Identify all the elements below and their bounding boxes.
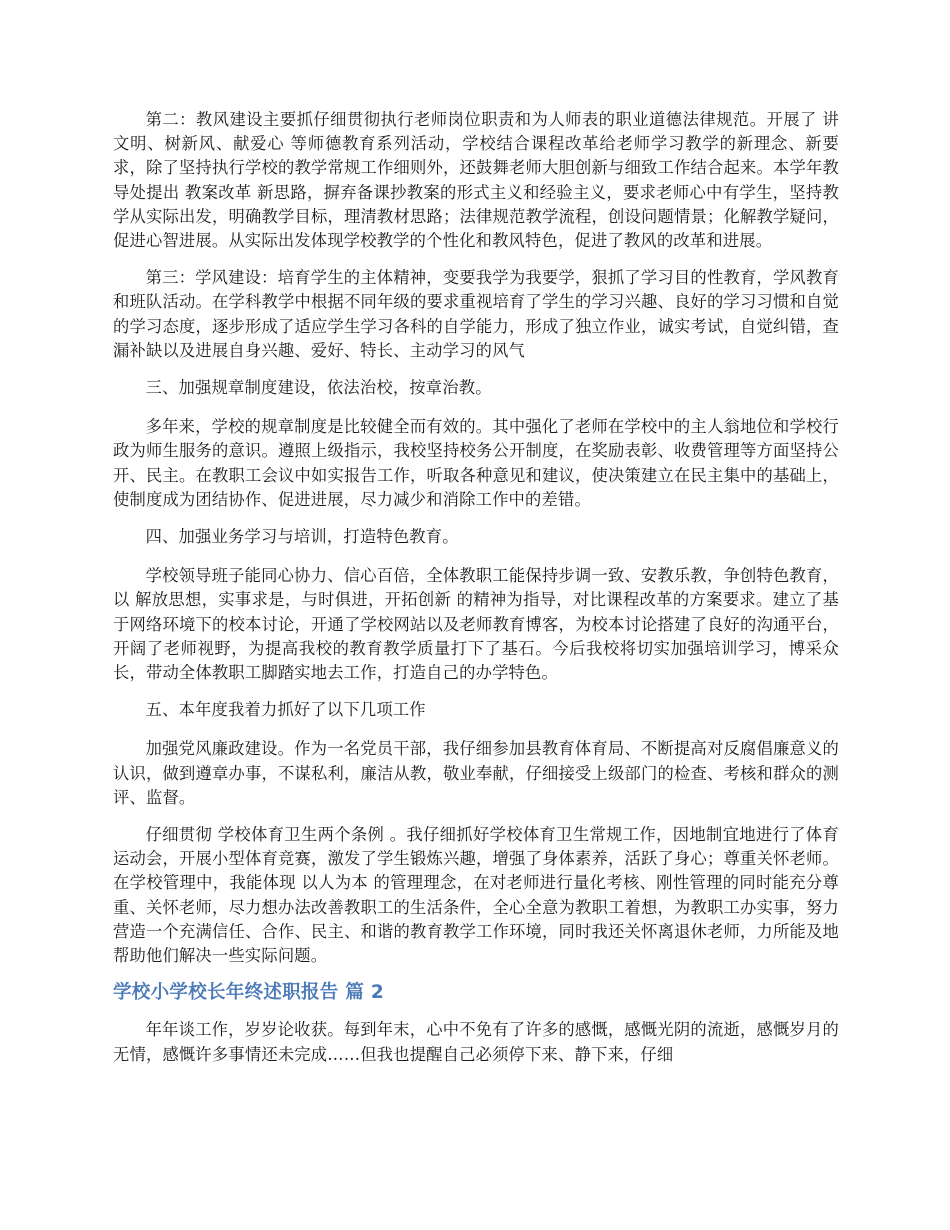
section-title: 学校小学校长年终述职报告 篇 2 [113,982,385,1004]
paragraph-heading-annual-work: 五、本年度我着力抓好了以下几项工作 [145,700,426,720]
paragraph-sports-hygiene: 仔细贯彻 学校体育卫生两个条例 。我仔细抓好学校体育卫生常规工作，因地制宜地进行了体育运动会，开展小型体育竞赛，激发了学生锻炼兴趣，增强了身体素养，活跃了身心；尊重关怀老师。在学校管理中，我能体现 以人为本 的管理理念，在对老师进行量化考核、刚性管理的同时能充分尊重、关怀老师，尽力想办法改善教职工的生活条件，全心全意为教职工着想，为教职工办实事，努力营造一个充满信任、合作、民主、和谐的教育教学工作环境，同时我还关怀离退休老师，力所能及地帮助他们解决一些实际问题。 [113,825,839,966]
paragraph-rules-system: 多年来，学校的规章制度是比较健全而有效的。其中强化了老师在学校中的主人翁地位和学校行政为师生服务的意识。遵照上级指示，我校坚持校务公开制度，在奖励表彰、收费管理等方面坚持公开、民主。在教职工会议中如实报告工作，听取各种意见和建议，使决策建立在民主集中的基础上，使制度成为团结协作、促进进展，尽力减少和消除工作中的差错。 [113,417,839,509]
paragraph-training: 学校领导班子能同心协力、信心百倍，全体教职工能保持步调一致、安教乐教，争创特色教育，以 解放思想，实事求是，与时俱进，开拓创新 的精神为指导，对比课程改革的方案要求。建立了基于网络环境下的校本讨论，开通了学校网站以及老师教育博客，为校本讨论搭建了良好的沟通平台，开阔了老师视野，为提高我校的教育教学质量打下了基石。今后我校将切实加强培训学习，博采众长，带动全体教职工脚踏实地去工作，打造自己的办学特色。 [113,566,839,683]
paragraph-heading-training: 四、加强业务学习与培训，打造特色教育。 [145,527,459,547]
paragraph-study-style: 第三：学风建设：培育学生的主体精神，变要我学为我要学，狠抓了学习目的性教育，学风教育和班队活动。在学科教学中根据不同年级的要求重视培育了学生的学习兴趣、良好的学习习惯和自觉的学习态度，逐步形成了适应学生学习各科的自学能力，形成了独立作业，诚实考试，自觉纠错，查漏补缺以及进展自身兴趣、爱好、特长、主动学习的风气 [113,268,839,360]
paragraph-party-integrity: 加强党风廉政建设。作为一名党员干部，我仔细参加县教育体育局、不断提高对反腐倡廉意义的认识，做到遵章办事，不谋私利，廉洁从教，敬业奉献，仔细接受上级部门的检查、考核和群众的测评、监督。 [113,739,839,807]
paragraph-annual-reflection: 年年谈工作，岁岁论收获。每到年末，心中不免有了许多的感慨，感慨光阴的流逝，感慨岁月的无情，感慨许多事情还未完成……但我也提醒自己必须停下来、静下来，仔细 [113,1020,839,1064]
paragraph-teaching-style: 第二：教风建设主要抓仔细贯彻执行老师岗位职责和为人师表的职业道德法律规范。开展了 讲文明、树新风、献爱心 等师德教育系列活动，学校结合课程改革给老师学习教学的新理念、新要求，除了坚持执行学校的教学常规工作细则外，还鼓舞老师大胆创新与细致工作结合起来。本学年教导处提出 教案改革 新思路，摒弃备课抄教案的形式主义和经验主义，要求老师心中有学生，坚持教学从实际出发，明确教学目标，理清教材思路；法律规范教学流程，创设问题情景；化解教学疑问，促进心智进展。从实际出发体现学校教学的个性化和教风特色，促进了教风的改革和进展。 [113,110,839,251]
paragraph-heading-rules: 三、加强规章制度建设，依法治校，按章治教。 [145,378,492,398]
document-page [113,108,839,1080]
